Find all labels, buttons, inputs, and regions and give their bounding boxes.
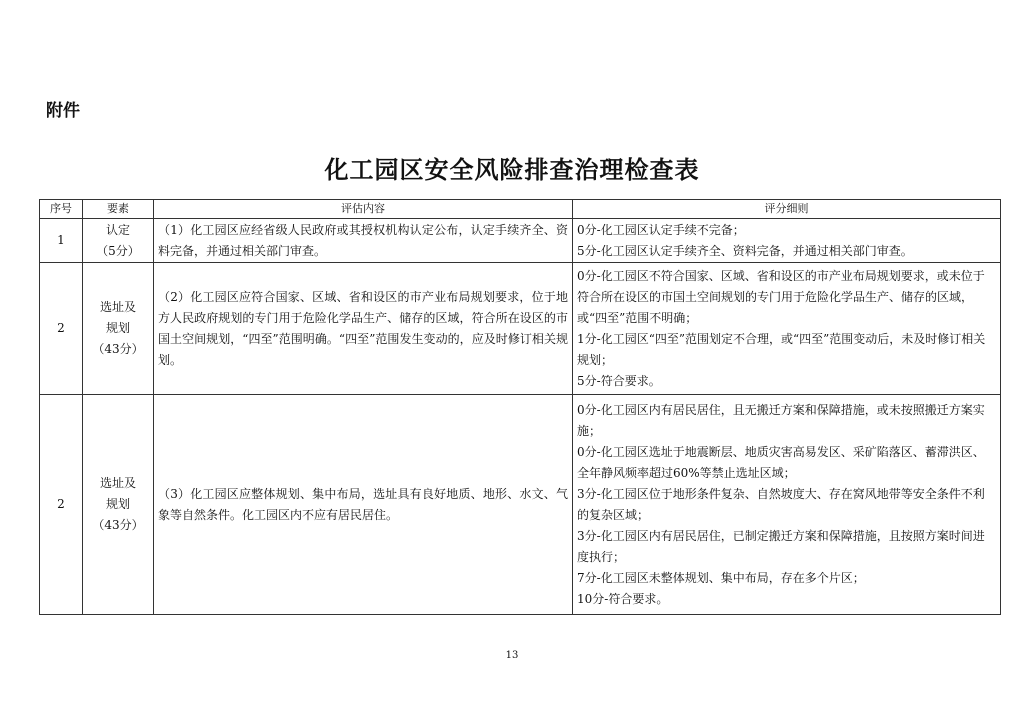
table-header-row	[40, 200, 1001, 219]
row-content: （1）化工园区应经省级人民政府或其授权机构认定公布，认定手续齐全、资料完备，并通过相关部门审查。	[154, 219, 573, 263]
row-content: （3）化工园区应整体规划、集中布局，选址具有良好地质、地形、水文、气象等自然条件。化工园区内不应有居民居住。	[154, 395, 573, 615]
detail-line: 0分-化工园区内有居民居住，且无搬迁方案和保障措施，或未按照搬迁方案实施；	[577, 402, 985, 438]
detail-line: 0分-化工园区认定手续不完备；	[577, 222, 745, 237]
detail-line: 1分-化工园区“四至”范围划定不合理，或“四至”范围变动后，未及时修订相关规划；	[577, 331, 986, 367]
element-line: 选址及	[99, 476, 136, 490]
row-detail	[573, 263, 1001, 395]
detail-line: 0分-化工园区选址于地震断层、地质灾害高易发区、采矿陷落区、蓄滞洪区、全年静风频率超过60%等禁止选址区域；	[577, 444, 985, 480]
detail-line: 10分-符合要求。	[577, 591, 669, 606]
element-line: 规划	[105, 497, 130, 511]
page-number: 13	[505, 650, 519, 661]
attachment-label: 附件	[46, 101, 80, 121]
element-line: （5分）	[96, 243, 140, 258]
detail-line: 0分-化工园区不符合国家、区域、省和设区的市产业布局规划要求，或未位于符合所在设区的市国土空间规划的专门用于危险化学品生产、储存的区域，或“四至”范围不明确；	[577, 268, 985, 325]
row-detail	[573, 219, 1001, 263]
inspection-table	[39, 199, 1001, 615]
header-detail: 评分细则	[573, 200, 1001, 219]
detail-line: 5分-化工园区认定手续齐全、资料完备，并通过相关部门审查。	[577, 243, 913, 258]
header-element: 要素	[83, 200, 154, 219]
element-line: （43分）	[92, 342, 144, 356]
row-element	[83, 219, 154, 263]
row-detail	[573, 395, 1001, 615]
element-line: 认定	[105, 222, 130, 237]
detail-line: 5分-符合要求。	[577, 373, 661, 388]
header-content: 评估内容	[154, 200, 573, 219]
header-num: 序号	[40, 200, 83, 219]
element-line: 规划	[105, 321, 130, 335]
row-num: 2	[40, 263, 83, 395]
row-element	[83, 395, 154, 615]
table-row	[40, 263, 1001, 395]
detail-line: 3分-化工园区位于地形条件复杂、自然坡度大、存在窝风地带等安全条件不利的复杂区域；	[577, 486, 985, 522]
page-title: 化工园区安全风险排查治理检查表	[324, 156, 700, 184]
table-row	[40, 219, 1001, 263]
element-line: 选址及	[99, 300, 136, 314]
row-element	[83, 263, 154, 395]
row-num: 1	[40, 219, 83, 263]
detail-line: 7分-化工园区未整体规划、集中布局，存在多个片区；	[577, 570, 865, 585]
detail-line: 3分-化工园区内有居民居住，已制定搬迁方案和保障措施，且按照方案时间进度执行；	[577, 528, 985, 564]
row-num: 2	[40, 395, 83, 615]
table-row	[40, 395, 1001, 615]
element-line: （43分）	[92, 518, 144, 532]
row-content: （2）化工园区应符合国家、区域、省和设区的市产业布局规划要求，位于地方人民政府规划的专门用于危险化学品生产、储存的区域，符合所在设区的市国土空间规划，“四至”范围明确。“四至”范围发生变动的，应及时修订相关规划。	[154, 263, 573, 395]
